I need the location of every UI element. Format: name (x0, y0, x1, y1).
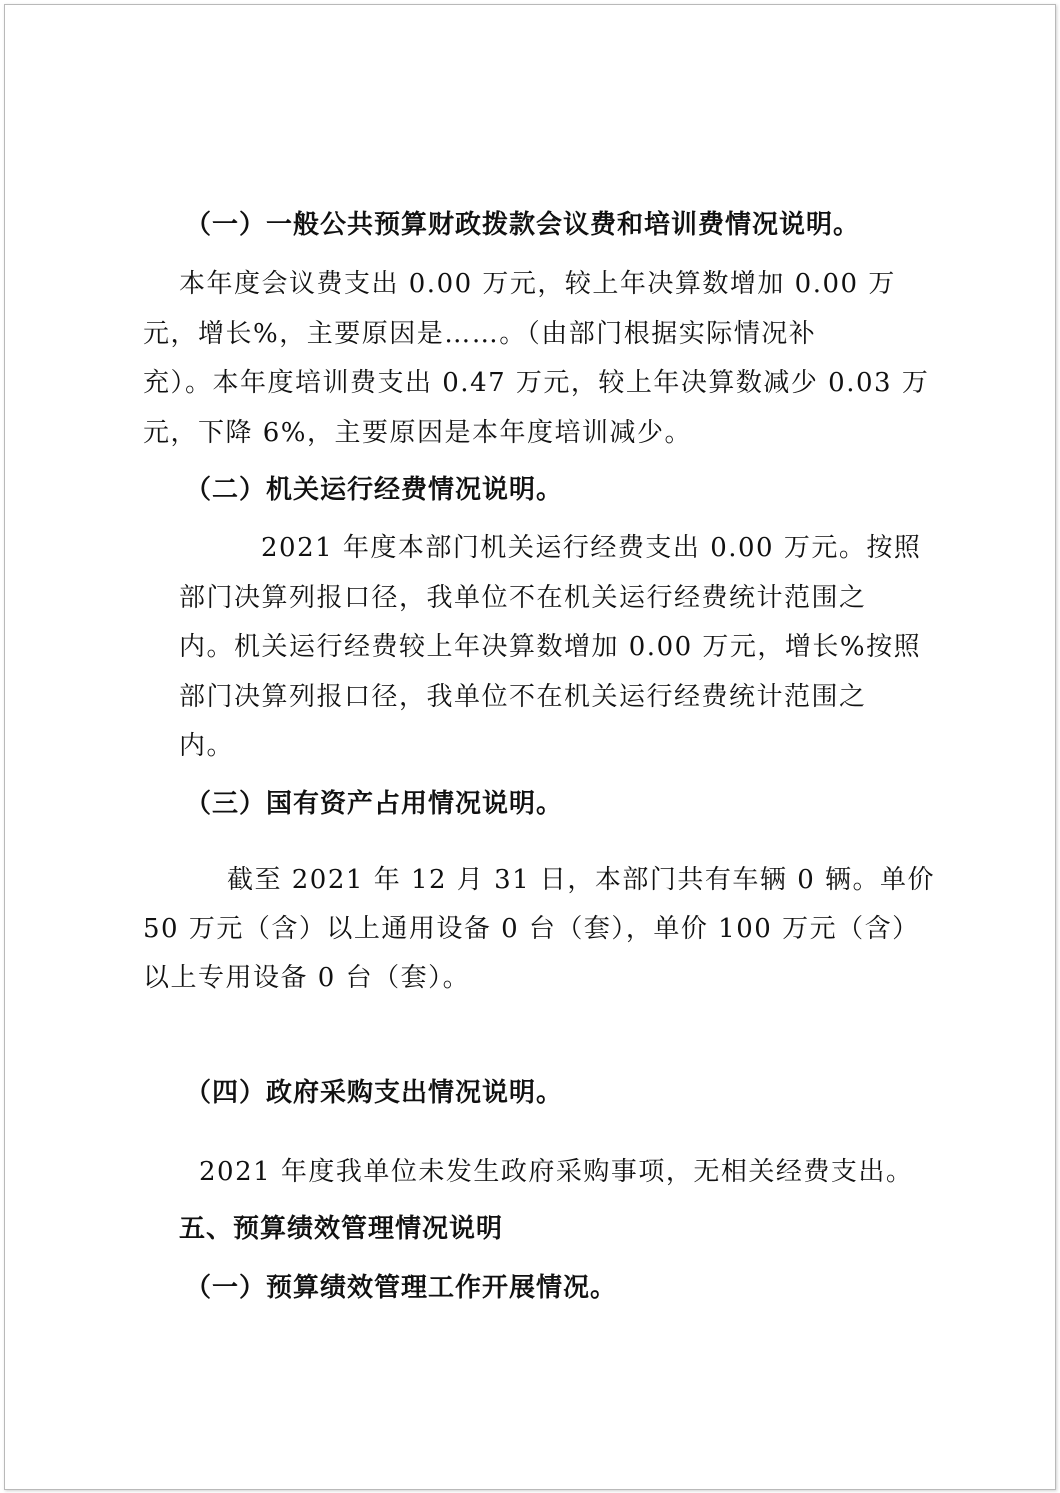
section-heading-government-procurement: （四）政府采购支出情况说明。 (185, 1078, 564, 1108)
paragraph-line: 部门决算列报口径，我单位不在机关运行经费统计范围之 (179, 583, 867, 613)
paragraph-line: 内。机关运行经费较上年决算数增加 0.00 万元，增长%按照 (179, 632, 922, 662)
paragraph-line: 本年度会议费支出 0.00 万元，较上年决算数增加 0.00 万 (179, 269, 896, 299)
section-heading-meeting-training-fees: （一）一般公共预算财政拨款会议费和培训费情况说明。 (185, 210, 861, 240)
paragraph-line: 截至 2021 年 12 月 31 日，本部门共有车辆 0 辆。单价 (227, 865, 935, 895)
section-heading-operating-expenses: （二）机关运行经费情况说明。 (185, 475, 564, 505)
paragraph-line: 2021 年度本部门机关运行经费支出 0.00 万元。按照 (261, 533, 922, 563)
section-heading-performance-management: 五、预算绩效管理情况说明 (179, 1214, 504, 1244)
paragraph-line: 2021 年度我单位未发生政府采购事项，无相关经费支出。 (199, 1157, 914, 1187)
paragraph-line: 元，下降 6%，主要原因是本年度培训减少。 (143, 418, 693, 448)
section-heading-state-assets: （三）国有资产占用情况说明。 (185, 789, 564, 819)
subsection-heading-performance-work: （一）预算绩效管理工作开展情况。 (185, 1273, 618, 1303)
paragraph-line: 以上专用设备 0 台（套）。 (143, 963, 471, 993)
paragraph-line: 部门决算列报口径，我单位不在机关运行经费统计范围之 (179, 682, 867, 712)
paragraph-line: 元，增长%，主要原因是……。（由部门根据实际情况补 (143, 319, 817, 349)
paragraph-line: 50 万元（含）以上通用设备 0 台（套），单价 100 万元（含） (143, 914, 920, 944)
paragraph-line: 充）。本年度培训费支出 0.47 万元，较上年决算数减少 0.03 万 (143, 368, 930, 398)
document-page (4, 4, 1056, 1490)
paragraph-line: 内。 (179, 731, 235, 761)
